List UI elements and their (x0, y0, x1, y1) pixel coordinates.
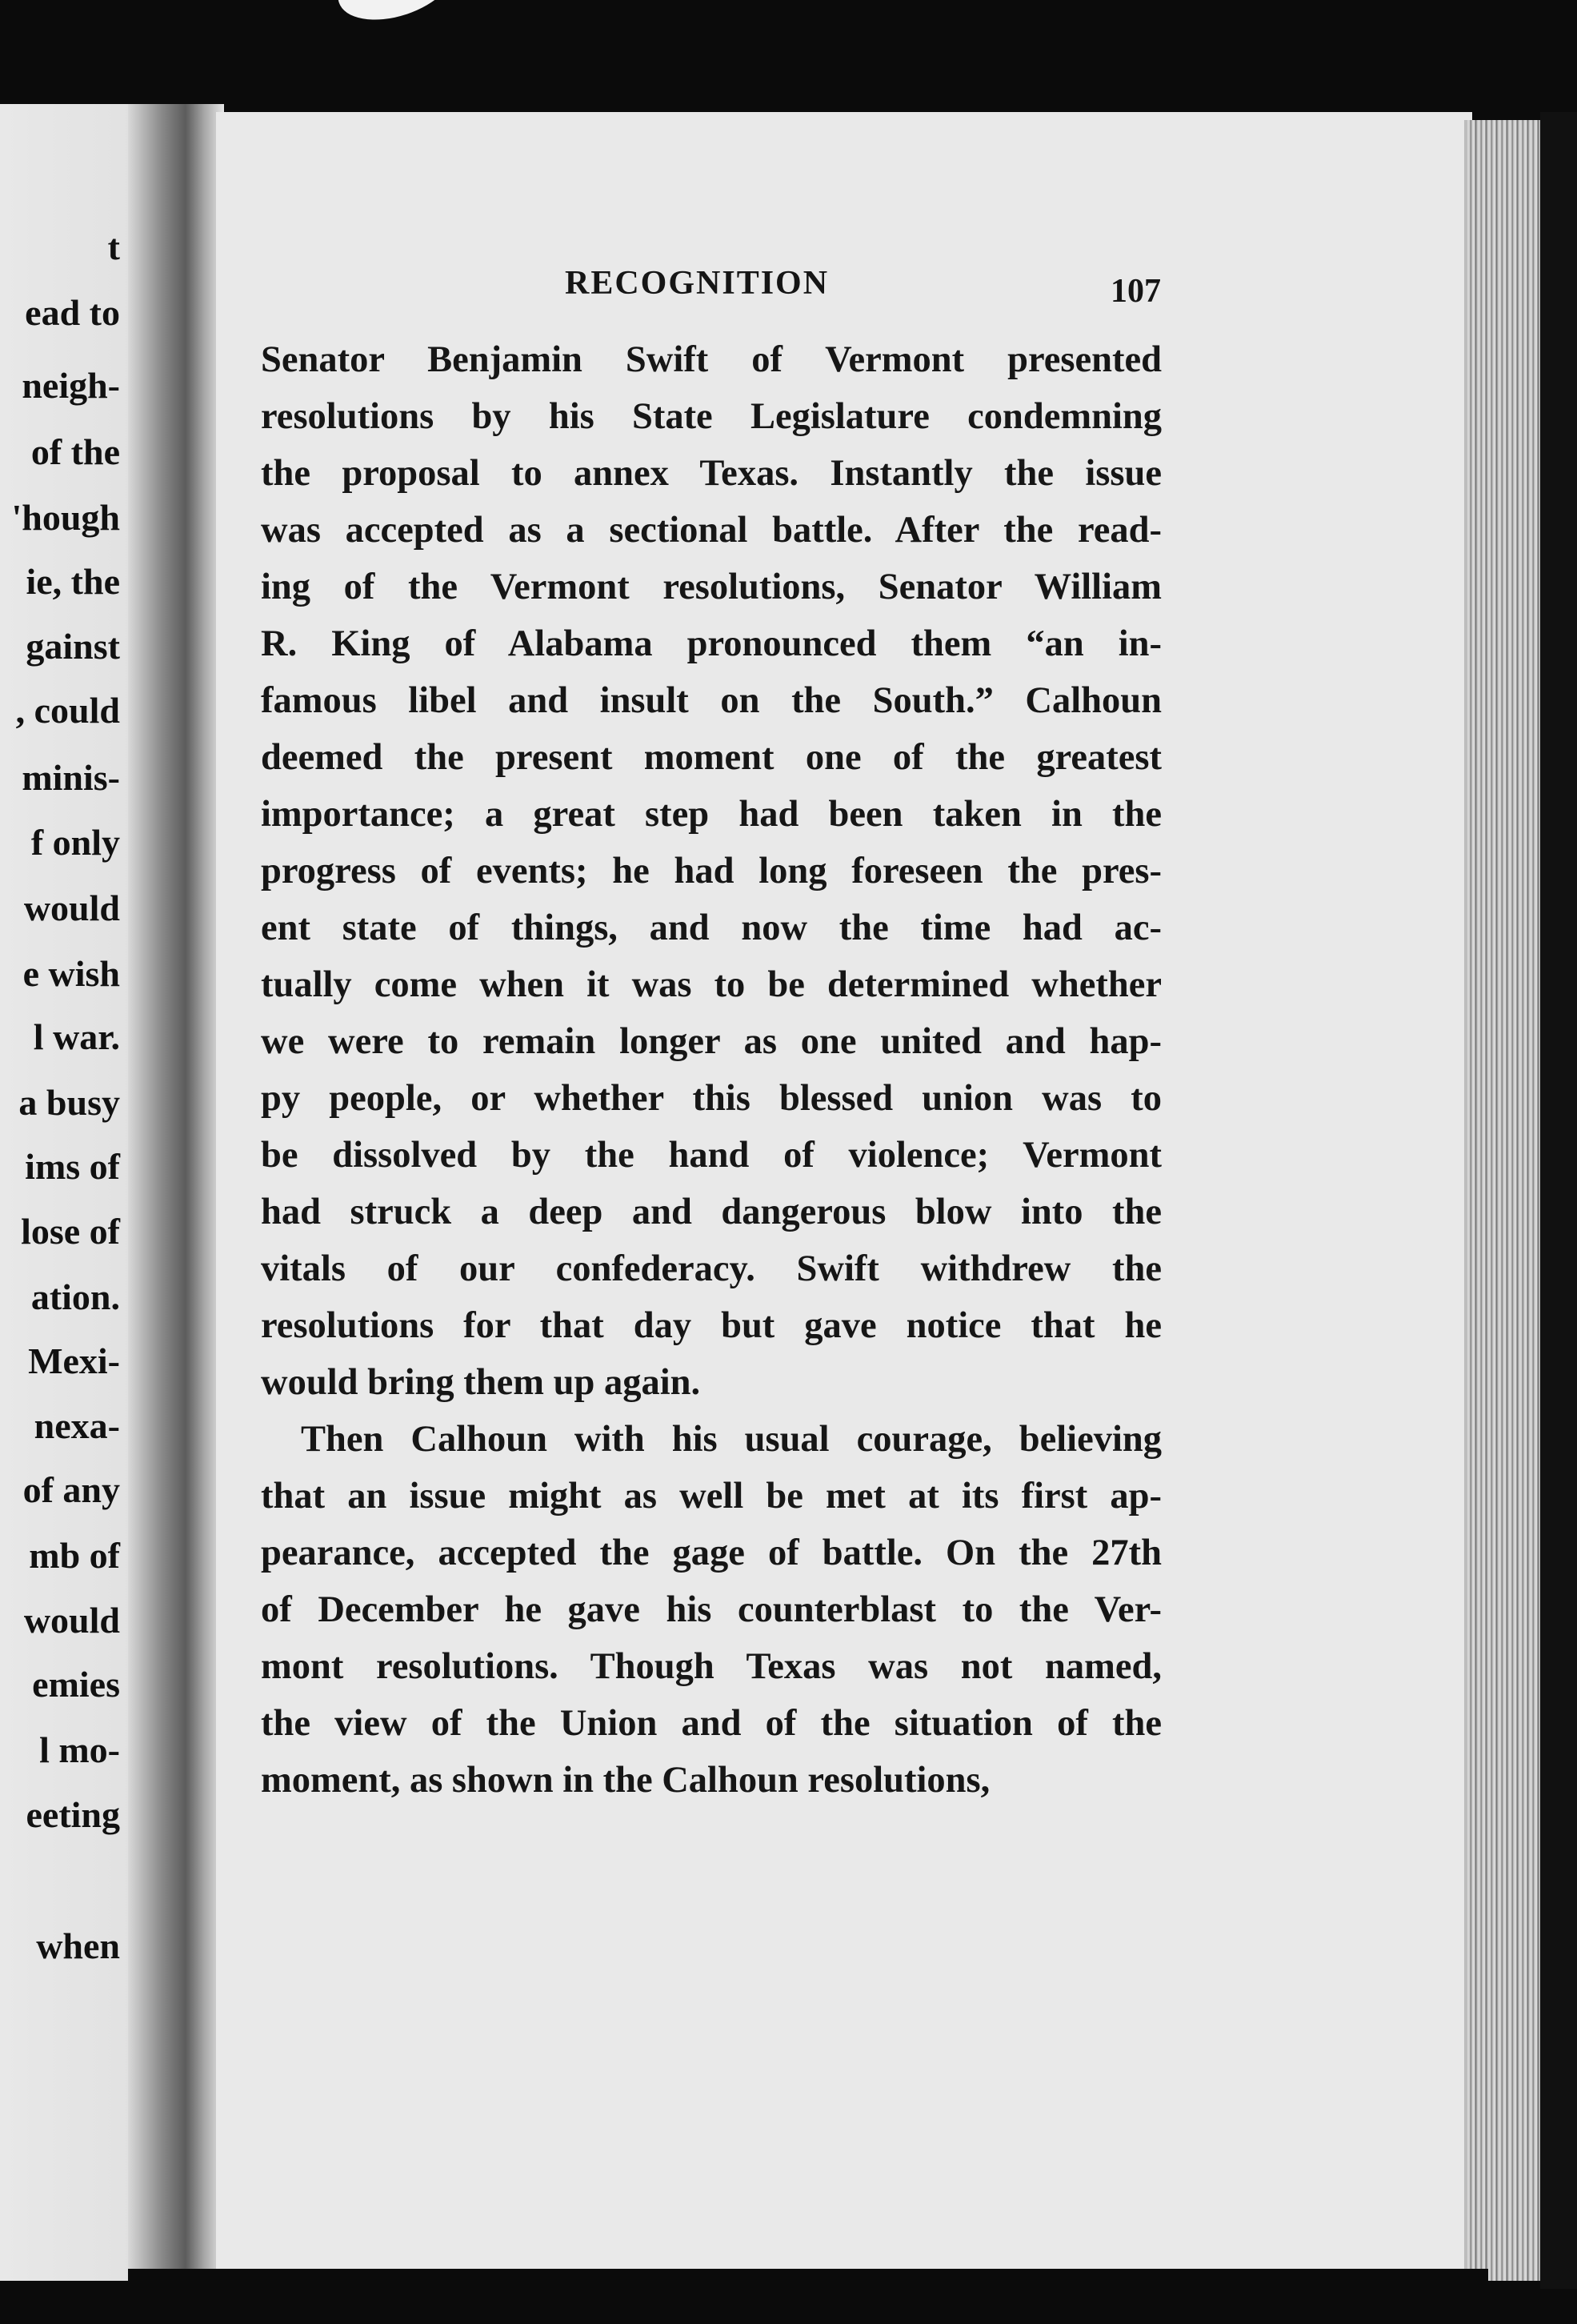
previous-page-line: Mexi- (28, 1340, 120, 1381)
previous-page-line: neigh- (22, 364, 120, 406)
previous-page-line: emies (32, 1664, 120, 1705)
previous-page-line: would (23, 1600, 120, 1641)
text-line: we were to remain longer as one united and hap- (261, 1021, 1162, 1062)
paragraph (261, 331, 1162, 1411)
text-line: had struck a deep and dangerous blow into the (261, 1192, 1162, 1232)
text-line: would bring them up again. (261, 1362, 701, 1403)
previous-page-line: minis- (22, 756, 120, 798)
text-line: deemed the present moment one of the greatest (261, 737, 1162, 778)
text-line: R. King of Alabama pronounced them “an in- (261, 623, 1162, 664)
previous-page-line: gainst (26, 626, 120, 667)
previous-page-line: of any (22, 1469, 120, 1511)
body-text (261, 331, 1162, 1809)
text-line: resolutions by his State Legislature condemning (261, 396, 1162, 437)
text-line: that an issue might as well be met at its first ap- (261, 1476, 1162, 1517)
text-line: progress of events; he had long foreseen the pres- (261, 851, 1162, 892)
previous-page-line: ation. (30, 1276, 120, 1317)
previous-page-line: ie, the (26, 560, 120, 602)
previous-page-line: eeting (26, 1794, 120, 1836)
previous-page-line: ead to (25, 292, 120, 334)
text-line: Senator Benjamin Swift of Vermont presented (261, 339, 1162, 380)
book-gutter (128, 104, 224, 2281)
previous-page-line: f only (30, 822, 120, 863)
text-line: moment, as shown in the Calhoun resolutions, (261, 1760, 991, 1801)
page-number: 107 (1111, 273, 1161, 310)
previous-page-line: ims of (25, 1145, 120, 1187)
text-line: pearance, accepted the gage of battle. On the 27th (261, 1533, 1162, 1573)
previous-page-line: mb of (29, 1534, 120, 1576)
previous-page-line: e wish (22, 952, 120, 994)
previous-page-line: nexa- (34, 1405, 120, 1447)
text-line: py people, or whether this blessed union was to (261, 1078, 1162, 1119)
page-edges (1464, 120, 1543, 2281)
text-line: famous libel and insult on the South.” Calhoun (261, 680, 1162, 721)
previous-page-line: , could (15, 690, 120, 731)
text-line: was accepted as a sectional battle. After the read- (261, 510, 1162, 551)
text-line: ent state of things, and now the time had ac- (261, 908, 1162, 948)
text-line: tually come when it was to be determined whether (261, 964, 1162, 1005)
paragraph (261, 1411, 1162, 1809)
text-line: the view of the Union and of the situation of the (261, 1703, 1162, 1744)
text-line: resolutions for that day but gave notice that he (261, 1305, 1162, 1346)
previous-page-line: when (36, 1925, 120, 1966)
text-line: Then Calhoun with his usual courage, believing (301, 1419, 1162, 1460)
text-line: of December he gave his counterblast to the Ver- (261, 1589, 1162, 1630)
previous-page-line: a busy (18, 1081, 120, 1123)
previous-page-line: 'hough (11, 497, 120, 539)
text-line: mont resolutions. Though Texas was not named, (261, 1646, 1162, 1687)
previous-page-line: t (107, 226, 120, 268)
scan-artifact (329, 0, 462, 33)
scan-border-bottom (128, 2269, 1488, 2324)
previous-page-line: lose of (21, 1211, 120, 1252)
scan-border (1540, 112, 1577, 2289)
text-line: vitals of our confederacy. Swift withdrew the (261, 1248, 1162, 1289)
previous-page-line: of the (30, 431, 120, 473)
running-head: RECOGNITION (565, 265, 830, 302)
text-line: ing of the Vermont resolutions, Senator William (261, 567, 1162, 607)
previous-page-line: would (23, 887, 120, 928)
text-line: the proposal to annex Texas. Instantly the issue (261, 453, 1162, 494)
text-line: importance; a great step had been taken in the (261, 794, 1162, 835)
previous-page-line: l war. (33, 1016, 120, 1058)
text-line: be dissolved by the hand of violence; Vermont (261, 1135, 1162, 1176)
previous-page-line: l mo- (39, 1729, 120, 1770)
